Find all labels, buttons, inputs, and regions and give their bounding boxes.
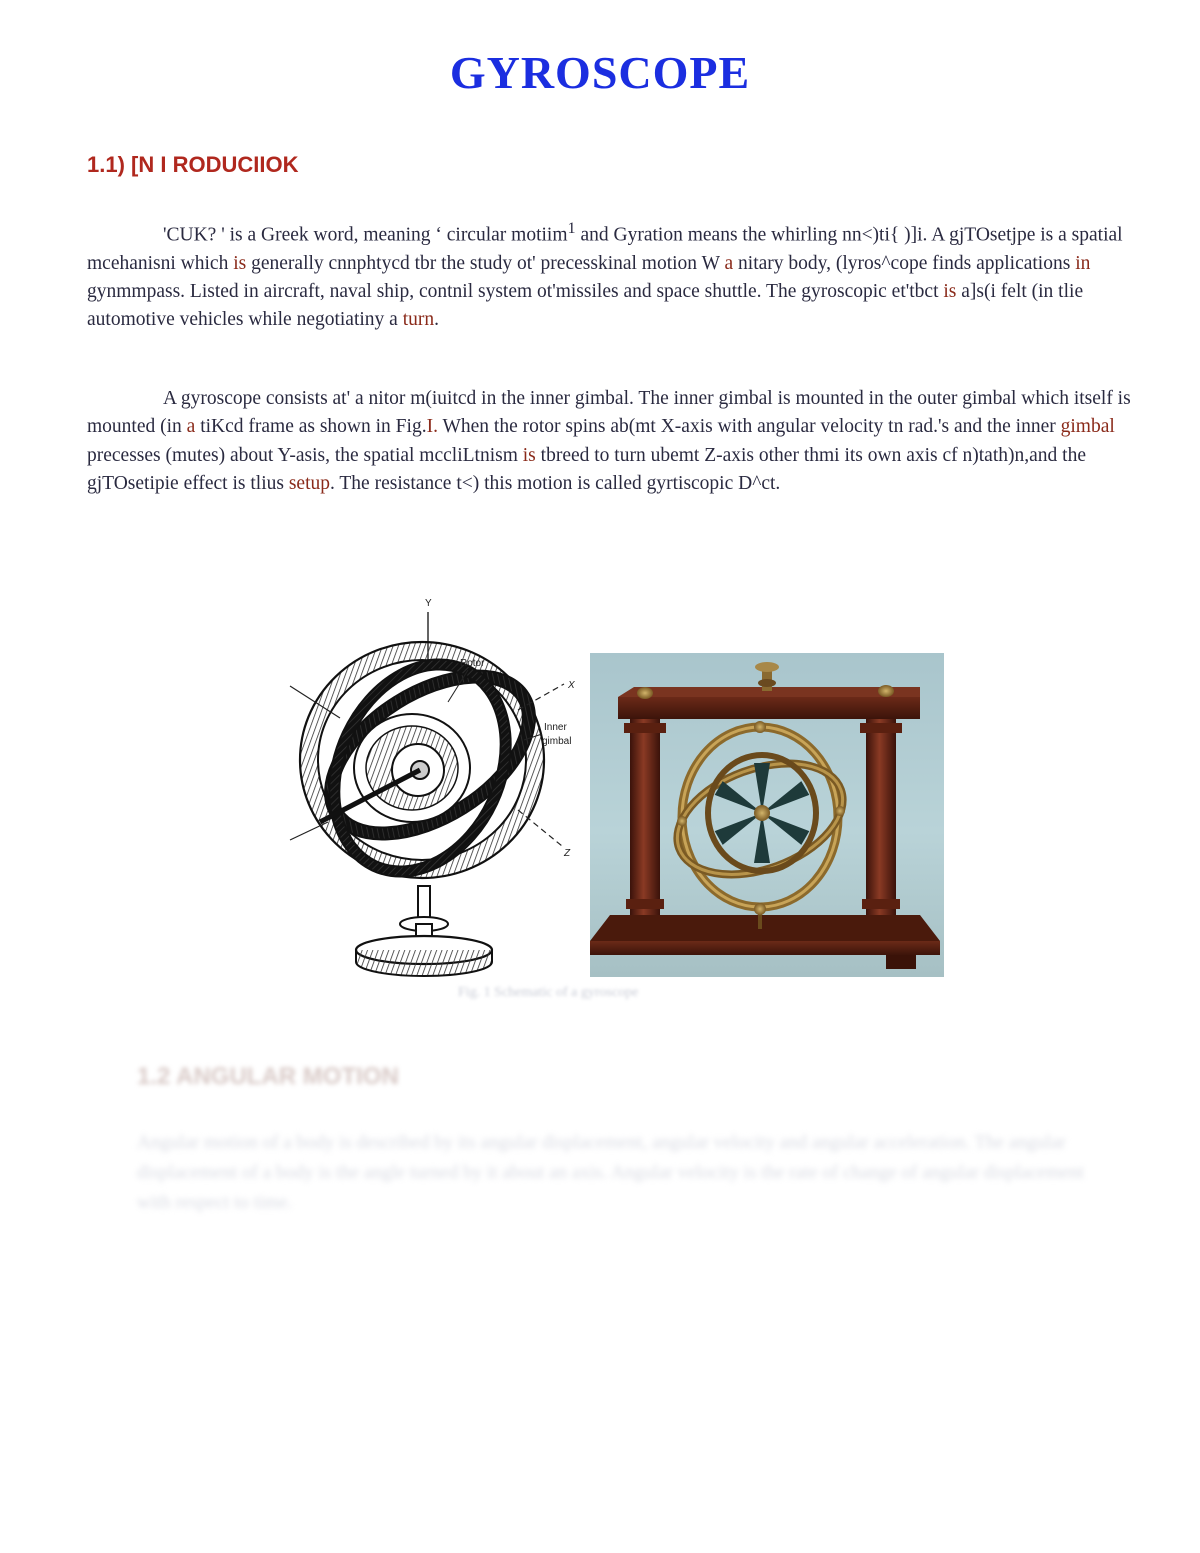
- para1-text: and Gyration means the whirling nn<)ti{ )]i. A gjTOsetjpe is a spatial mcehanisni which: [87, 224, 1123, 274]
- faded-paragraph: Angular motion of a body is described by its angular displacement, angular velocity and angular acceleration. The angular displacement of a body is the angle turned by it about an axis. Angular velocity is the rate of change of angular displacement with respect to time.: [137, 1132, 1085, 1213]
- para2-highlight: a: [186, 416, 196, 438]
- para1-highlight: in: [1075, 252, 1091, 274]
- para1-text: 'CUK? ' is a Greek word, meaning ‘ circular motiim: [163, 224, 568, 246]
- para2-highlight: I.: [426, 416, 438, 438]
- para2-text: tbreed to turn ubemt Z-axis other thmi its own axis cf n)tath)n,and the gjTOsetipie effect is tlius: [87, 444, 1086, 494]
- para1-highlight: a: [724, 252, 734, 274]
- rotor-label: Rotor: [460, 658, 485, 669]
- para1-highlight: turn: [402, 309, 435, 331]
- para1-highlight: is: [943, 281, 957, 303]
- para2-text: precesses (mutes) about Y-asis, the spatial mccliLtnism: [87, 444, 523, 466]
- faded-section-heading: 1.2 ANGULAR MOTION: [137, 1063, 399, 1090]
- para2-highlight: gimbal: [1060, 416, 1115, 438]
- x-axis-label: X: [568, 680, 575, 691]
- para2-highlight: is: [522, 444, 536, 466]
- para1-text: generally cnnphtycd tbr the study ot' precesskinal motion W: [246, 252, 725, 274]
- inner-gimbal-label-1: Inner: [544, 722, 567, 733]
- para1-superscript: 1: [567, 219, 576, 237]
- para1-text: gynmmpass. Listed in aircraft, naval ship, contnil system ot'missiles and space shuttle. The gyroscopic et'tbct: [87, 281, 944, 303]
- para2-text: tiKcd frame as shown in Fig.: [195, 416, 427, 438]
- gyroscope-diagram: [280, 590, 590, 990]
- para1-text: .: [434, 309, 440, 331]
- figure-caption: Fig. 1 Schematic of a gyroscope: [458, 985, 639, 1000]
- y-axis-label: Y: [425, 598, 432, 609]
- intro-paragraph-2: [87, 385, 1147, 498]
- para2-text: A gyroscope consists at' a nitor m(iuitcd in the inner gimbal. The inner gimbal is mounted in the outer gimbal which itself is mounted (in: [87, 388, 1131, 438]
- document-title: GYROSCOPE: [449, 47, 751, 98]
- para2-text: When the rotor spins ab(mt X-axis with angular velocity tn rad.'s and the inner: [437, 416, 1061, 438]
- para1-text: nitary body, (lyros^cope finds applications: [733, 252, 1076, 274]
- para1-highlight: is: [233, 252, 247, 274]
- para1-text: a]s(i felt (in tlie automotive vehicles while negotiatiny a: [87, 281, 1084, 331]
- para2-highlight: setup: [288, 472, 330, 494]
- z-axis-label: Z: [564, 848, 571, 859]
- gyroscope-photo: [590, 653, 944, 977]
- section-heading: 1.1) [N I RODUCIIOK: [87, 152, 299, 177]
- para2-text: . The resistance t<) this motion is called gyrtiscopic D^ct.: [330, 472, 781, 494]
- intro-paragraph-1: [87, 214, 1147, 335]
- inner-gimbal-label-2: gimbal: [542, 736, 572, 747]
